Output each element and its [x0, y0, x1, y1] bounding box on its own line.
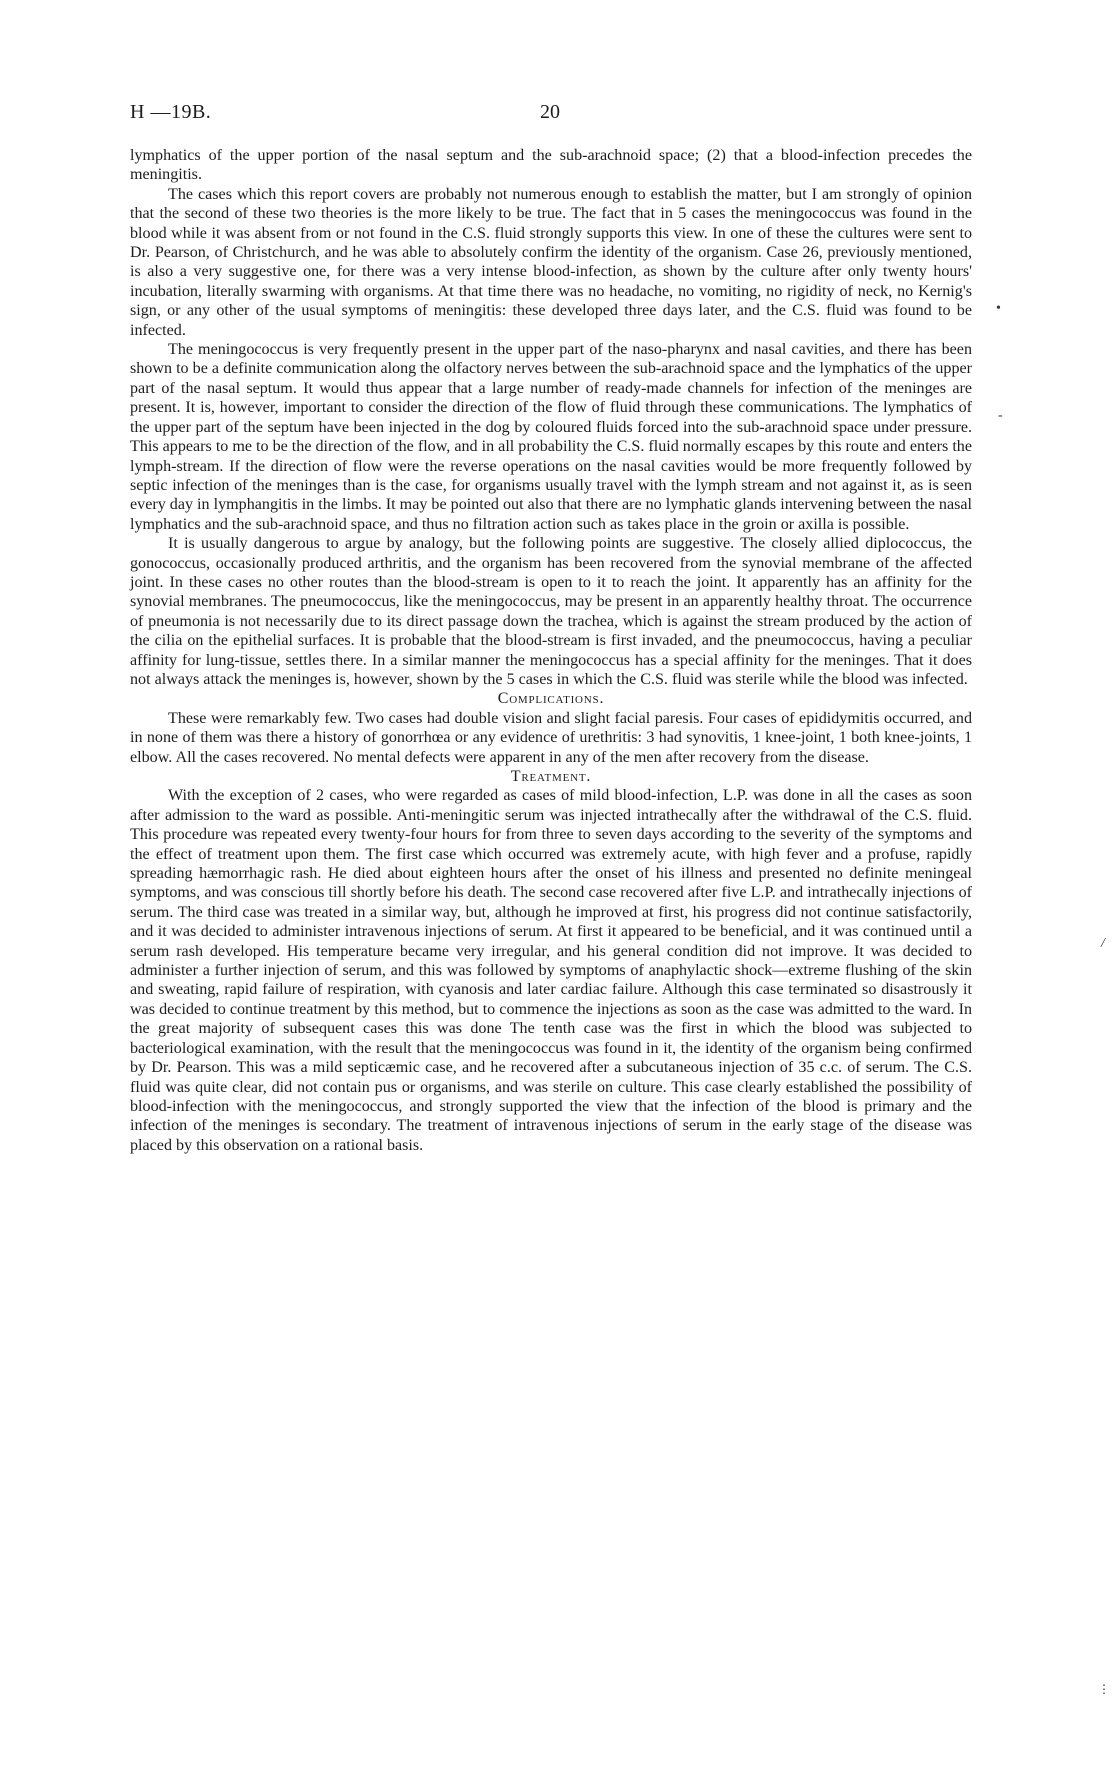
paragraph: The meningococcus is very frequently present in the upper part of the naso-pharynx and nasal cavities, and there has been shown to be a definite communication along the olfactory nerves between the sub-arachnoid space and the lymphatics of the upper part of the nasal septum. It would thus appear that a large number of ready-made channels for infection of the meninges are present. It is, however, important to consider the direction of the flow of fluid through these communications. The lymphatics of the upper part of the septum have been injected in the dog by coloured fluids forced into the sub-arachnoid space under pressure. This appears to me to be the direction of the flow, and in all probability the C.S. fluid normally escapes by this route and enters the lymph-stream. If the direction of flow were the reverse operations on the nasal cavities would be more frequently followed by septic infection of the meninges than is the case, for organisms usually travel with the lymph stream and not against it, as is seen every day in lymphangitis in the limbs. It may be pointed out also that there are no lymphatic glands intervening between the nasal lymphatics and the sub-arachnoid space, and thus no filtration action such as takes place in the groin or axilla is possible.: [130, 341, 972, 533]
section-heading-treatment: Treatment.: [510, 768, 592, 785]
body-text: [130, 146, 972, 1155]
paragraph: lymphatics of the upper portion of the nasal septum and the sub-arachnoid space; (2) that a blood-infection precedes the meningitis.: [130, 147, 972, 184]
paragraph: With the exception of 2 cases, who were regarded as cases of mild blood-infection, L.P. was done in all the cases as soon after admission to the ward as possible. Anti-meningitic serum was injected intrathecally after the withdrawal of the C.S. fluid. This procedure was repeated every twenty-four hours for from three to seven days according to the severity of the symptoms and the effect of treatment upon them. The first case which occurred was extremely acute, with high fever and a profuse, rapidly spreading hæmorrhagic rash. He died about eighteen hours after the onset of his illness and presented no definite meningeal symptoms, and was conscious till shortly before his death. The second case recovered after five L.P. and intrathecally injections of serum. The third case was treated in a similar way, but, although he improved at first, his progress did not continue satisfactorily, and it was decided to administer intravenous injections of serum. At first it appeared to be beneficial, and it was continued until a serum rash developed. His temperature became very irregular, and his general condition did not improve. It was decided to administer a further injection of serum, and this was followed by symptoms of anaphylactic shock—extreme flushing of the skin and sweating, rapid failure of respiration, with cyanosis and later cardiac failure. Although this case terminated so disastrously it was decided to continue treatment by this method, but to commence the injections as soon as the case was admitted to the ward. In the great majority of subsequent cases this was done The tenth case was the first in which the blood was subjected to bacteriological examination, with the result that the meningococcus was found in it, the identity of the organism being confirmed by Dr. Pearson. This was a mild septicæmic case, and he recovered after a subcutaneous injection of 35 c.c. of serum. The C.S. fluid was quite clear, did not contain pus or organisms, and was sterile on culture. This case clearly established the possibility of blood-infection with the meningococcus, and strongly supported the view that the infection of the blood is primary and the infection of the meninges is secondary. The treatment of intravenous injections of serum in the early stage of the disease was placed by this observation on a rational basis.: [130, 787, 972, 1154]
running-header: [130, 101, 972, 127]
margin-slash-mark: /: [1101, 936, 1105, 951]
section-heading-complications: Complications.: [497, 690, 605, 708]
page-number: 20: [540, 101, 560, 123]
paragraph: The cases which this report covers are probably not numerous enough to establish the matter, but I am strongly of opinion that the second of these two theories is the more likely to be true. The fact that in 5 cases the meningococcus was found in the blood while it was absent from or not found in the C.S. fluid strongly supports this view. In one of these the cultures were sent to Dr. Pearson, of Christchurch, and he was able to absolutely confirm the identity of the organism. Case 26, previously mentioned, is also a very suggestive one, for there was a very intense blood-infection, as shown by the culture after only twenty hours' incubation, literally swarming with organisms. At that time there was no headache, no vomiting, no rigidity of neck, no Kernig's sign, or any other of the usual symptoms of meningitis: these developed three days later, and the C.S. fluid was found to be infected.: [130, 185, 972, 339]
margin-dot-mark: •: [996, 301, 1001, 316]
margin-dots-mark: ⋮: [1098, 1682, 1110, 1696]
paragraph: It is usually dangerous to argue by analogy, but the following points are suggestive. The closely allied diplococcus, the gonococcus, occasionally produced arthritis, and the organism has been recovered from the synovial membrane of the affected joint. In these cases no other routes than the blood-stream is open to it to reach the joint. It apparently has an affinity for the synovial membranes. The pneumococcus, like the meningococcus, may be present in an apparently healthy throat. The occurrence of pneumonia is not necessarily due to its direct passage down the trachea, which is against the stream produced by the action of the cilia on the epithelial surfaces. It is probable that the blood-stream is first invaded, and the pneumococcus, having a peculiar affinity for lung-tissue, settles there. In a similar manner the meningococcus has a special affinity for the meninges. That it does not always attack the meninges is, however, shown by the 5 cases in which the C.S. fluid was sterile while the blood was infected.: [130, 535, 972, 688]
paragraph: These were remarkably few. Two cases had double vision and slight facial paresis. Four cases of epididymitis occurred, and in none of them was there a history of gonorrhœa or any evidence of urethritis: 3 had synovitis, 1 knee-joint, 1 both knee-joints, 1 elbow. All the cases recovered. No mental defects were apparent in any of the men after recovery from the disease.: [130, 709, 972, 766]
margin-dash-mark: -: [998, 408, 1003, 423]
document-reference: H —19B.: [130, 101, 212, 123]
